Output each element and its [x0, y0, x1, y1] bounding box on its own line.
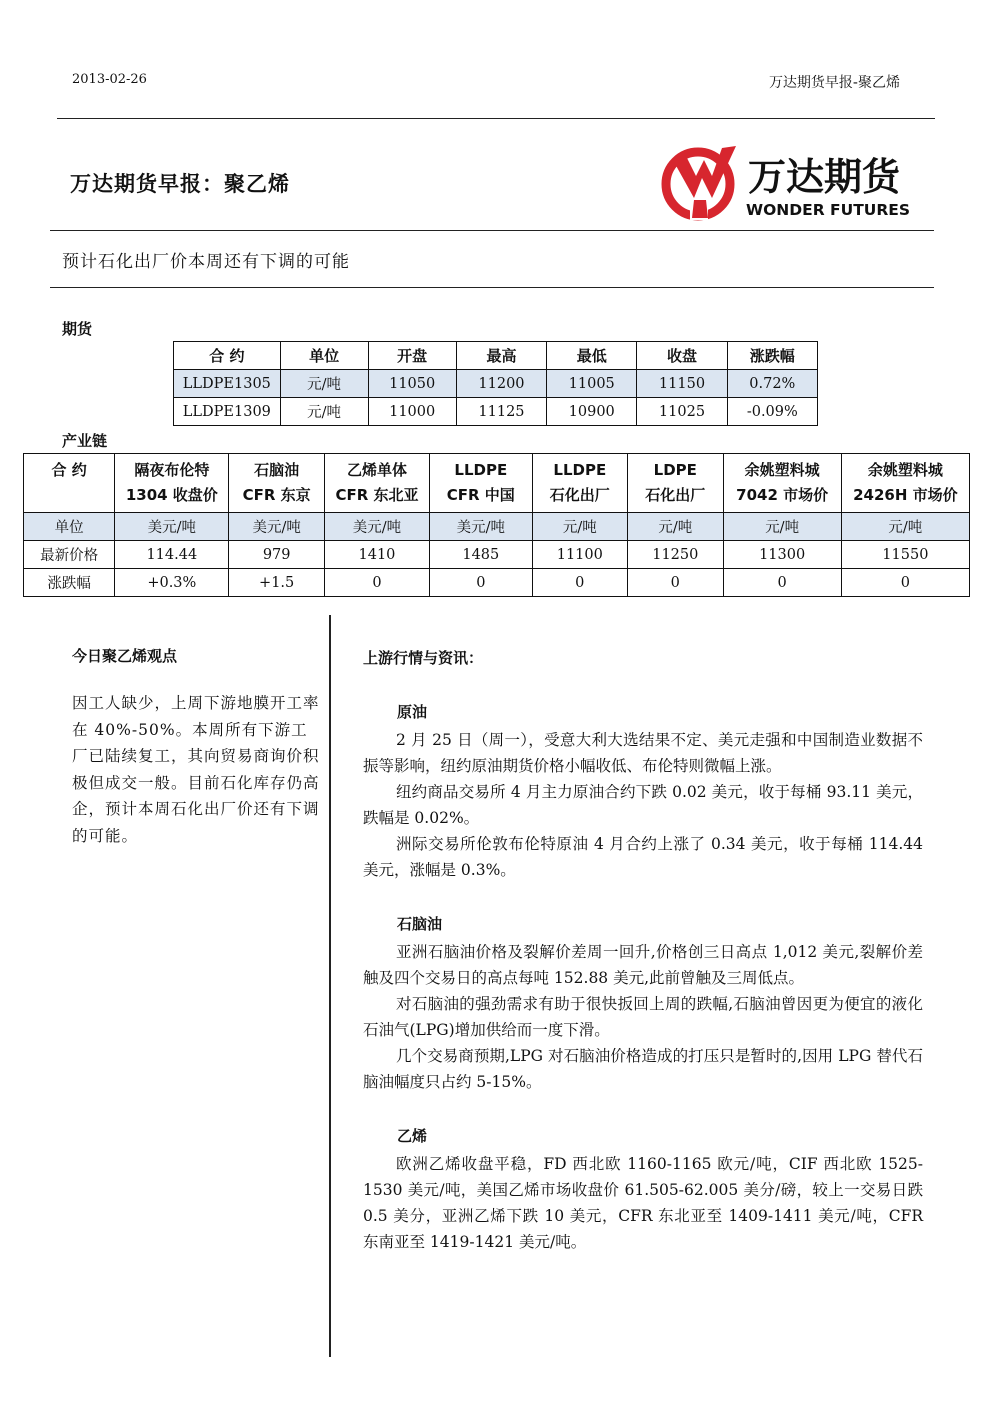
- table-cell: 11005: [547, 370, 637, 398]
- table-cell: 1410: [324, 541, 429, 569]
- table-cell: 0: [841, 569, 969, 597]
- paragraph: 欧洲乙烯收盘平稳，FD 西北欧 1160-1165 欧元/吨，CIF 西北欧 1525-1530 美元/吨，美国乙烯市场收盘价 61.505-62.005 美分/磅，较上一交易日跌 0.5 美分，亚洲乙烯下跌 10 美元，CFR 东北亚至 1409-1411 美元/吨，CFR 东南亚至 1419-1421 美元/吨。: [363, 1155, 923, 1251]
- company-logo: [660, 140, 935, 222]
- paragraph: 2 月 25 日（周一），受意大利大选结果不定、美元走强和中国制造业数据不振等影响，纽约原油期货价格小幅收低、布伦特则微幅上涨。: [363, 731, 923, 775]
- logo-cn-text: 万达期货: [748, 155, 901, 199]
- upstream-heading: 上游行情与资讯：: [363, 649, 484, 667]
- table-cell: 美元/吨: [229, 513, 324, 541]
- header-line: 余姚塑料城: [867, 461, 943, 479]
- table-cell: 0: [532, 569, 628, 597]
- table-cell: 11300: [723, 541, 841, 569]
- row-label: 最新价格: [24, 541, 115, 569]
- row-label: 涨跌幅: [24, 569, 115, 597]
- header-line: LDPE: [653, 461, 697, 479]
- table-cell: 11200: [456, 370, 546, 398]
- paragraph: 纽约商品交易所 4 月主力原油合约下跌 0.02 美元，收于每桶 93.11 美元，跌幅是 0.02%。: [363, 783, 923, 827]
- table-cell: 114.44: [115, 541, 229, 569]
- table-row: [24, 513, 970, 541]
- section-title-crude: 原油: [397, 703, 428, 721]
- table-cell: 11050: [368, 370, 456, 398]
- column-divider: [329, 615, 331, 1357]
- table-cell: 11550: [841, 541, 969, 569]
- table-row: [24, 569, 970, 597]
- subtitle-divider: [50, 287, 934, 288]
- table-cell: -0.09%: [727, 398, 817, 426]
- logo-en-text: WONDER FUTURES: [746, 201, 911, 219]
- paragraph: 几个交易商预期,LPG 对石脑油价格造成的打压只是暂时的,因用 LPG 替代石脑油幅度只占约 5-15%。: [363, 1047, 923, 1091]
- table-cell: 11125: [456, 398, 546, 426]
- table-cell: 1485: [430, 541, 532, 569]
- table-cell: 元/吨: [280, 370, 368, 398]
- industry-header-cell: [115, 454, 229, 513]
- table-cell: +1.5: [229, 569, 324, 597]
- header-line: CFR 中国: [446, 486, 515, 504]
- header-line: 石化出厂: [645, 486, 706, 504]
- table-cell: 元/吨: [841, 513, 969, 541]
- row-label: 单位: [24, 513, 115, 541]
- futures-label: 期货: [62, 320, 93, 338]
- header-line: 2426H 市场价: [853, 486, 958, 504]
- header-line: 隔夜布伦特: [134, 461, 210, 479]
- section-title-naphtha: 石脑油: [397, 915, 443, 933]
- view-body: 因工人缺少，上周下游地膜开工率在 40%-50%。本周所有下游工厂已陆续复工，其向贸易商询价积极但成交一般。目前石化库存仍高企，预计本周石化出厂价还有下调的可能。: [72, 694, 320, 845]
- table-cell: LLDPE1305: [174, 370, 281, 398]
- report-subtitle: 预计石化出厂价本周还有下调的可能: [62, 252, 350, 272]
- table-cell: 11150: [637, 370, 727, 398]
- table-cell: 0: [324, 569, 429, 597]
- table-cell: 11100: [532, 541, 628, 569]
- paragraph: 洲际交易所伦敦布伦特原油 4 月合约上涨了 0.34 美元，收于每桶 114.44 美元，涨幅是 0.3%。: [363, 835, 923, 879]
- page-title: 万达期货早报：聚乙烯: [70, 172, 290, 196]
- header-line: CFR 东京: [242, 486, 311, 504]
- industry-header-cell: 合 约: [24, 454, 115, 513]
- table-cell: 美元/吨: [430, 513, 532, 541]
- futures-header-cell: 合 约: [174, 342, 281, 370]
- table-cell: 11000: [368, 398, 456, 426]
- table-cell: 0.72%: [727, 370, 817, 398]
- table-cell: 元/吨: [280, 398, 368, 426]
- header-line: 1304 收盘价: [125, 486, 218, 504]
- table-cell: 0: [430, 569, 532, 597]
- futures-table: [173, 341, 818, 426]
- futures-header-cell: 涨跌幅: [727, 342, 817, 370]
- futures-header-cell: 最高: [456, 342, 546, 370]
- industry-header-cell: [628, 454, 723, 513]
- table-cell: 979: [229, 541, 324, 569]
- header-line: 石化出厂: [549, 486, 610, 504]
- futures-header-cell: 最低: [547, 342, 637, 370]
- futures-header-cell: 开盘: [368, 342, 456, 370]
- header-line: LLDPE: [454, 461, 508, 479]
- futures-header-cell: 收盘: [637, 342, 727, 370]
- header-line: 石脑油: [254, 461, 300, 479]
- industry-header-cell: [532, 454, 628, 513]
- header-line: 7042 市场价: [736, 486, 829, 504]
- table-cell: 美元/吨: [324, 513, 429, 541]
- table-cell: 0: [723, 569, 841, 597]
- table-cell: 11250: [628, 541, 723, 569]
- header-line: LLDPE: [553, 461, 607, 479]
- table-cell: 11025: [637, 398, 727, 426]
- paragraph: 亚洲石脑油价格及裂解价差周一回升,价格创三日高点 1,012 美元,裂解价差触及四个交易日的高点每吨 152.88 美元,此前曾触及三周低点。: [363, 943, 923, 987]
- industry-header-cell: [430, 454, 532, 513]
- table-cell: LLDPE1309: [174, 398, 281, 426]
- header-divider: [57, 118, 935, 119]
- view-heading: 今日聚乙烯观点: [72, 647, 178, 665]
- industry-header-row: [24, 454, 970, 513]
- running-header: 万达期货早报-聚乙烯: [768, 75, 900, 91]
- table-cell: 元/吨: [532, 513, 628, 541]
- table-cell: 0: [628, 569, 723, 597]
- table-cell: 美元/吨: [115, 513, 229, 541]
- industry-chain-table: [23, 453, 970, 597]
- upstream-column: [363, 645, 923, 1255]
- industry-label: 产业链: [62, 432, 108, 450]
- table-cell: +0.3%: [115, 569, 229, 597]
- futures-header-cell: 单位: [280, 342, 368, 370]
- table-cell: 元/吨: [723, 513, 841, 541]
- table-row: [174, 370, 818, 398]
- wonder-logo-icon: [660, 140, 935, 222]
- paragraph: 对石脑油的强劲需求有助于很快扳回上周的跌幅,石脑油曾因更为便宜的液化石油气(LPG)增加供给而一度下滑。: [363, 995, 923, 1039]
- header-line: 余姚塑料城: [744, 461, 820, 479]
- table-row: [174, 398, 818, 426]
- industry-header-cell: [723, 454, 841, 513]
- title-divider: [50, 230, 934, 231]
- industry-header-cell: [229, 454, 324, 513]
- table-cell: 元/吨: [628, 513, 723, 541]
- section-title-ethylene: 乙烯: [397, 1127, 428, 1145]
- industry-header-cell: [324, 454, 429, 513]
- futures-header-row: [174, 342, 818, 370]
- table-cell: 10900: [547, 398, 637, 426]
- header-line: 乙烯单体: [346, 461, 407, 479]
- industry-header-cell: [841, 454, 969, 513]
- report-date: 2013-02-26: [72, 72, 147, 87]
- table-row: [24, 541, 970, 569]
- header-line: CFR 东北亚: [335, 486, 419, 504]
